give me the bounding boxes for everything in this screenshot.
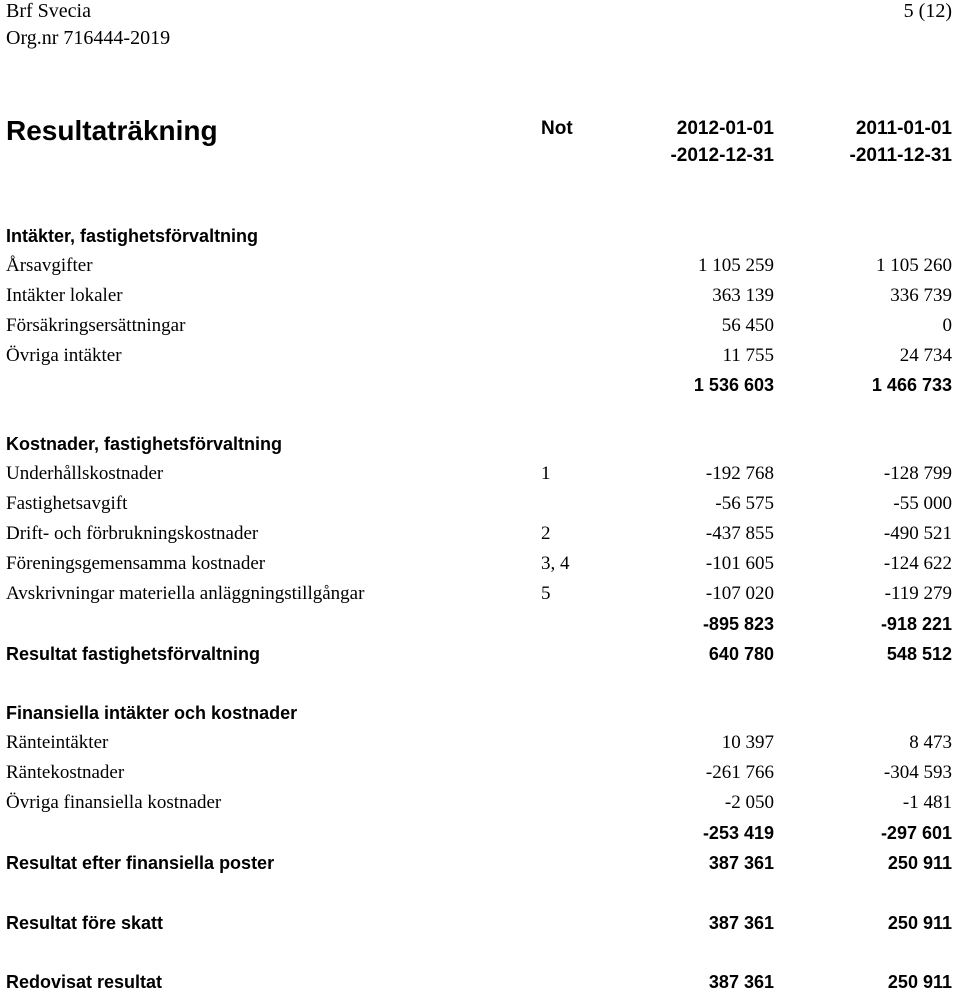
column-header-2012 <box>670 115 774 169</box>
value-2011: -918 221 <box>880 614 952 634</box>
section-heading-income <box>0 221 960 251</box>
value-2012: -56 575 <box>715 493 774 514</box>
period-2012-end: -2012-12-31 <box>670 145 774 166</box>
value-2011: 1 466 733 <box>871 375 952 395</box>
table-row <box>0 758 960 788</box>
table-row <box>0 579 960 609</box>
value-2011: 250 911 <box>887 972 952 992</box>
value-2012: 640 780 <box>708 644 774 664</box>
value-2011: -297 601 <box>880 823 952 843</box>
value-2012: 363 139 <box>712 285 774 306</box>
table-row <box>0 459 960 489</box>
page-number: 5 (12) <box>903 0 952 22</box>
row-label: Övriga intäkter <box>6 345 122 366</box>
value-2011: 336 739 <box>890 285 952 306</box>
value-2012: 10 397 <box>721 732 774 753</box>
row-label: Övriga finansiella kostnader <box>6 792 222 813</box>
value-2011: -124 622 <box>883 553 952 574</box>
table-row <box>0 251 960 281</box>
table-row <box>0 728 960 758</box>
value-2011: -55 000 <box>893 493 952 514</box>
result-row-before-tax <box>0 908 960 938</box>
row-label: Fastighetsavgift <box>6 493 128 514</box>
table-row <box>0 489 960 519</box>
value-2012: -261 766 <box>705 762 774 783</box>
result-row-after-financial <box>0 848 960 878</box>
value-2012: 387 361 <box>708 913 774 933</box>
column-header-2011 <box>850 115 952 169</box>
result-row-property-management <box>0 639 960 669</box>
subtotal-row-costs <box>0 609 960 639</box>
value-2012: 387 361 <box>708 853 774 873</box>
section-heading-label: Intäkter, fastighetsförvaltning <box>6 226 259 246</box>
value-2011: -490 521 <box>883 523 952 544</box>
row-label: Redovisat resultat <box>6 972 163 992</box>
row-label: Resultat fastighetsförvaltning <box>6 644 261 664</box>
note-ref: 5 <box>541 583 551 604</box>
row-label: Drift- och förbrukningskostnader <box>6 523 259 544</box>
row-label: Årsavgifter <box>6 255 93 276</box>
row-label: Föreningsgemensamma kostnader <box>6 553 266 574</box>
table-row <box>0 341 960 371</box>
value-2012: 11 755 <box>722 345 774 366</box>
section-heading-label: Kostnader, fastighetsförvaltning <box>6 434 283 454</box>
table-row <box>0 549 960 579</box>
value-2012: -107 020 <box>705 583 774 604</box>
section-heading-financial <box>0 698 960 728</box>
value-2012: -437 855 <box>705 523 774 544</box>
section-heading-label: Finansiella intäkter och kostnader <box>6 703 298 723</box>
period-2011-end: -2011-12-31 <box>849 145 952 166</box>
table-row <box>0 788 960 818</box>
section-heading-costs <box>0 429 960 459</box>
value-2012: 387 361 <box>708 972 774 992</box>
period-2012-start: 2012-01-01 <box>676 118 774 139</box>
value-2012: -253 419 <box>702 823 774 843</box>
value-2012: 1 105 259 <box>698 255 774 276</box>
result-row-reported <box>0 967 960 997</box>
row-label: Intäkter lokaler <box>6 285 123 306</box>
row-label: Ränteintäkter <box>6 732 109 753</box>
value-2011: -304 593 <box>883 762 952 783</box>
value-2011: -119 279 <box>884 583 952 604</box>
row-label: Resultat före skatt <box>6 913 164 933</box>
page-title: Resultaträkning <box>6 115 218 146</box>
row-label: Försäkringsersättningar <box>6 315 186 336</box>
value-2011: -1 481 <box>902 792 952 813</box>
value-2011: 24 734 <box>899 345 952 366</box>
organization-name: Brf Svecia <box>6 0 91 22</box>
value-2012: -192 768 <box>705 463 774 484</box>
value-2012: 1 536 603 <box>693 375 774 395</box>
value-2011: 1 105 260 <box>876 255 952 276</box>
value-2011: 250 911 <box>887 853 952 873</box>
subtotal-row-financial <box>0 818 960 848</box>
note-ref: 2 <box>541 523 551 544</box>
column-header-note: Not <box>541 118 573 139</box>
value-2012: 56 450 <box>721 315 774 336</box>
organization-number: Org.nr 716444-2019 <box>6 27 171 49</box>
row-label: Underhållskostnader <box>6 463 164 484</box>
value-2012: -2 050 <box>724 792 774 813</box>
table-row <box>0 311 960 341</box>
row-label: Avskrivningar materiella anläggningstillgångar <box>6 583 365 604</box>
note-ref: 1 <box>541 463 551 484</box>
note-ref: 3, 4 <box>541 553 570 574</box>
value-2012: -895 823 <box>702 614 774 634</box>
value-2012: -101 605 <box>705 553 774 574</box>
value-2011: 8 473 <box>909 732 952 753</box>
row-label: Räntekostnader <box>6 762 125 783</box>
subtotal-row-income <box>0 370 960 400</box>
period-2011-start: 2011-01-01 <box>855 118 952 139</box>
value-2011: -128 799 <box>883 463 952 484</box>
table-row <box>0 281 960 311</box>
value-2011: 0 <box>942 315 952 336</box>
value-2011: 548 512 <box>886 644 952 664</box>
value-2011: 250 911 <box>887 913 952 933</box>
table-row <box>0 519 960 549</box>
row-label: Resultat efter finansiella poster <box>6 853 275 873</box>
